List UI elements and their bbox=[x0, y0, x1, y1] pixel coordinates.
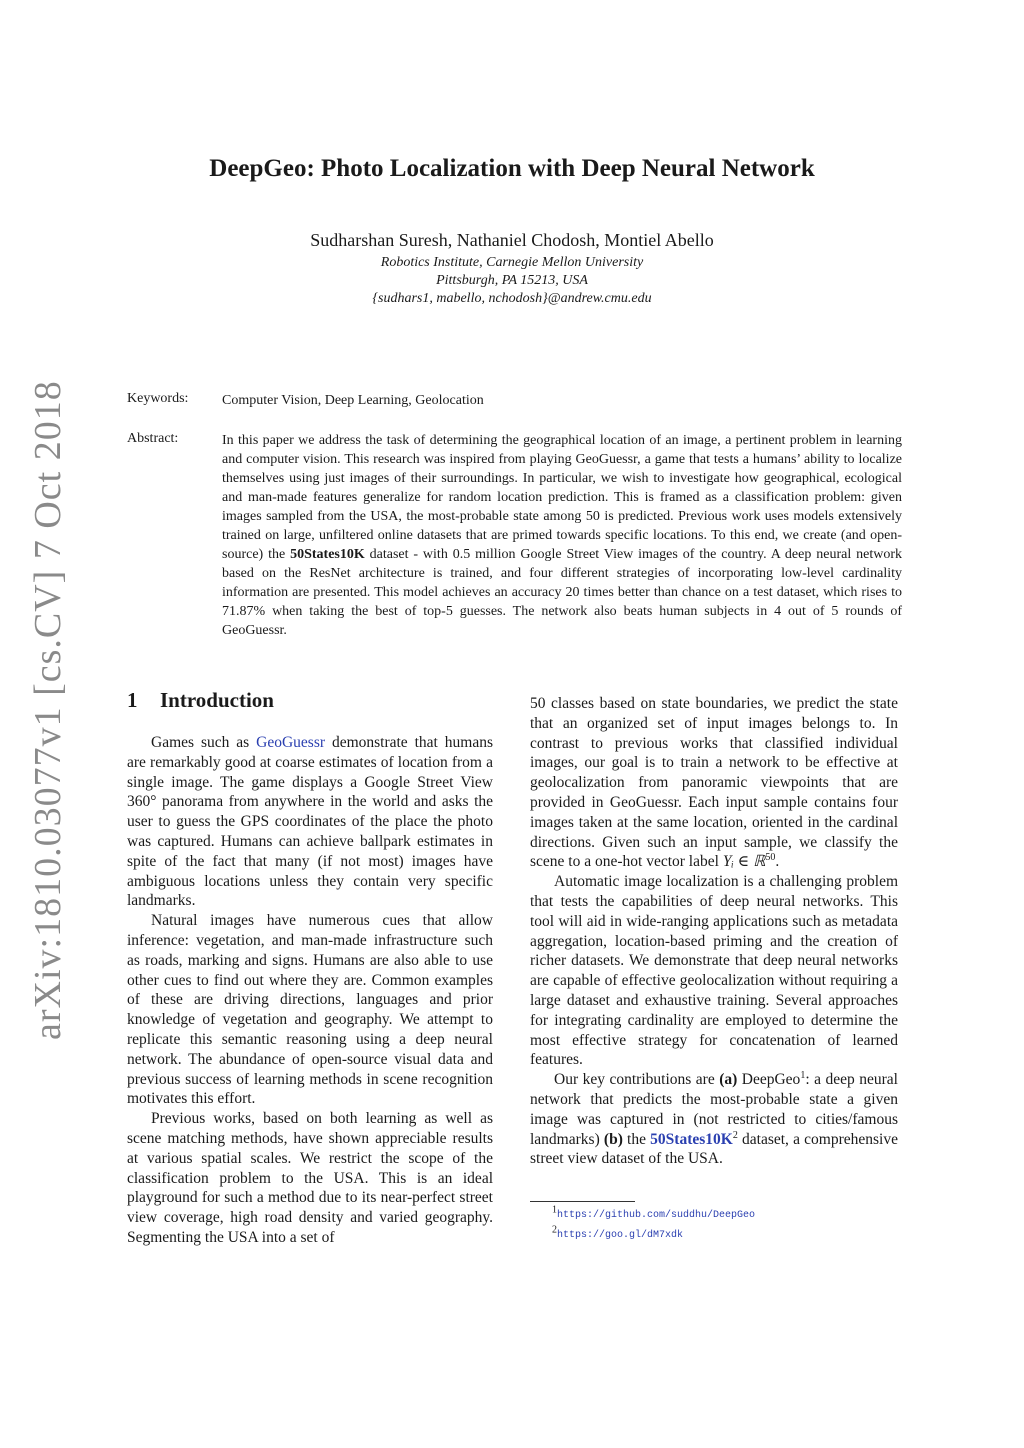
affiliation-institute: Robotics Institute, Carnegie Mellon University bbox=[380, 255, 644, 270]
intro-paragraph-2: Natural images have numerous cues that allow inference: vegetation, and man-made infrastructure such as roads, marking and signs. Humans are also able to use other cues to find out where they are. Common examples of these are driving directions, languages and prior knowledge of vegetation and geography. We attempt to replicate this semantic reasoning using a deep neural network. The abundance of open-source visual data and previous success of learning methods in scene recognition motivates this effort. bbox=[127, 912, 493, 1108]
contrib-text-c: : a deep neural network that predicts the most-probable state a given image was captured in (not restricted to cities/famous landmarks) bbox=[530, 1071, 898, 1148]
abstract-part1: In this paper we address the task of determining the geographical location of an image, a pertinent problem in learning and computer vision. This research was inspired from playing GeoGuessr, a game that tests a humans’ ability to localize themselves using just images of their surroundings. In particular, we wish to investigate how geographical, ecological and man-made features generalize for random location prediction. This is framed as a classification problem: given images sampled from the USA, the most-probable state among 50 is predicted. Previous work uses models extensively trained on large, unfiltered online datasets that are primed towards specific locations. To this end, we create (and open-source) the bbox=[222, 433, 902, 562]
affiliation-address: Pittsburgh, PA 15213, USA bbox=[436, 273, 588, 288]
intro-p1-text-b: demonstrate that humans are remarkably good at coarse estimates of location from a single image. The game displays a Google Street View 360° panorama from anywhere in the world and asks the user to guess the GPS coordinates of the place the photo was captured. Humans can achieve ballpark estimates in spite of the fact that many (if not most) images have ambiguous locations unless they contain very specific landmarks. bbox=[127, 734, 493, 910]
contrib-text-e: dataset, a comprehensive street view dataset of the USA. bbox=[530, 1130, 898, 1168]
abstract-label: Abstract: bbox=[127, 431, 179, 446]
affiliation-email: {sudhars1, mabello, nchodosh}@andrew.cmu.edu bbox=[372, 291, 652, 306]
footnote-divider bbox=[530, 1201, 635, 1202]
footnote-2-url[interactable]: https://goo.gl/dM7xdk bbox=[557, 1230, 684, 1241]
intro-paragraph-3: Previous works, based on both learning as well as scene matching methods, have shown appreciable results at various spatial scales. We restrict the scope of the classification problem to the USA. This is an ideal playground for such a method due to its near-perfect street view coverage, high road density and varied geography. Segmenting the USA into a set of bbox=[127, 1110, 493, 1246]
footnote-1-url[interactable]: https://github.com/suddhu/DeepGeo bbox=[557, 1210, 756, 1221]
intro-paragraph-1 bbox=[127, 733, 493, 911]
intro-p1-text-a: Games such as bbox=[151, 734, 257, 751]
right-column bbox=[530, 694, 898, 1169]
intro-paragraph-4 bbox=[530, 694, 898, 872]
abstract-text bbox=[222, 431, 902, 640]
footnote-2-mark: 2 bbox=[552, 1224, 557, 1236]
footnote-ref-2: 2 bbox=[732, 1129, 738, 1141]
keywords-value: Computer Vision, Deep Learning, Geolocation bbox=[222, 393, 484, 408]
intro-p4-end: . bbox=[775, 853, 780, 871]
footnote-2 bbox=[552, 1224, 684, 1241]
contrib-text-a: Our key contributions are bbox=[554, 1071, 720, 1089]
footnote-1 bbox=[552, 1204, 756, 1221]
footnote-ref-1: 1 bbox=[800, 1069, 806, 1081]
section-heading bbox=[127, 688, 274, 713]
intro-p4-text: 50 classes based on state boundaries, we predict the state that an organized set of input images belongs to. In contrast to previous works that classified individual images, our goal is to train a network to be effective at geolocalization from panoramic viewpoints that are provided in GeoGuessr. Each input sample contains four images taken at the same location, oriented in the cardinal directions. Given such an input sample, we classify the scene to a one-hot vector label bbox=[530, 695, 898, 871]
left-column bbox=[127, 733, 493, 1248]
arxiv-stamp: arXiv:1810.03077v1 [cs.CV] 7 Oct 2018 bbox=[27, 380, 69, 1040]
keywords-label: Keywords: bbox=[127, 391, 189, 406]
abstract-part2: dataset - with 0.5 million Google Street View images of the country. A deep neural network based on the ResNet architecture is trained, and four different strategies of incorporating low-level cardinality information are presented. This model achieves an accuracy 20 times better than chance on a test dataset, which rises to 71.87% when taking the best of top-5 guesses. The network also beats human subjects in 4 out of 5 rounds of GeoGuessr. bbox=[222, 547, 902, 638]
paper-title: DeepGeo: Photo Localization with Deep Neural Network bbox=[209, 155, 815, 182]
section-number: 1 bbox=[127, 688, 138, 712]
contrib-deepgeo: DeepGeo bbox=[737, 1071, 801, 1089]
contrib-label-a: (a) bbox=[719, 1071, 738, 1089]
label-math: Yᵢ ∈ ℝ bbox=[722, 853, 766, 871]
label-math-exponent: 50 bbox=[765, 852, 776, 864]
intro-paragraph-5: Automatic image localization is a challenging problem that tests the capabilities of deep neural networks. This tool will aid in wide-ranging applications such as metadata aggregation, location-based priming and the creation of richer datasets. We demonstrate that deep neural networks are capable of effective geolocalization without requiring a large dataset and exhaustive training. Several approaches for integrating cardinality are employed to determine the most effective strategy for concatenation of learned features. bbox=[530, 873, 898, 1069]
intro-paragraph-6 bbox=[530, 1070, 898, 1169]
section-title: Introduction bbox=[160, 688, 274, 712]
abstract-dataset-name: 50States10K bbox=[290, 547, 365, 562]
contrib-label-b: (b) bbox=[603, 1130, 623, 1148]
dataset-link[interactable]: 50States10K bbox=[650, 1130, 733, 1148]
footnote-1-mark: 1 bbox=[552, 1204, 557, 1216]
contrib-text-d: the bbox=[622, 1130, 651, 1148]
geoguessr-link[interactable]: GeoGuessr bbox=[256, 734, 326, 751]
author-list: Sudharshan Suresh, Nathaniel Chodosh, Montiel Abello bbox=[310, 230, 714, 250]
